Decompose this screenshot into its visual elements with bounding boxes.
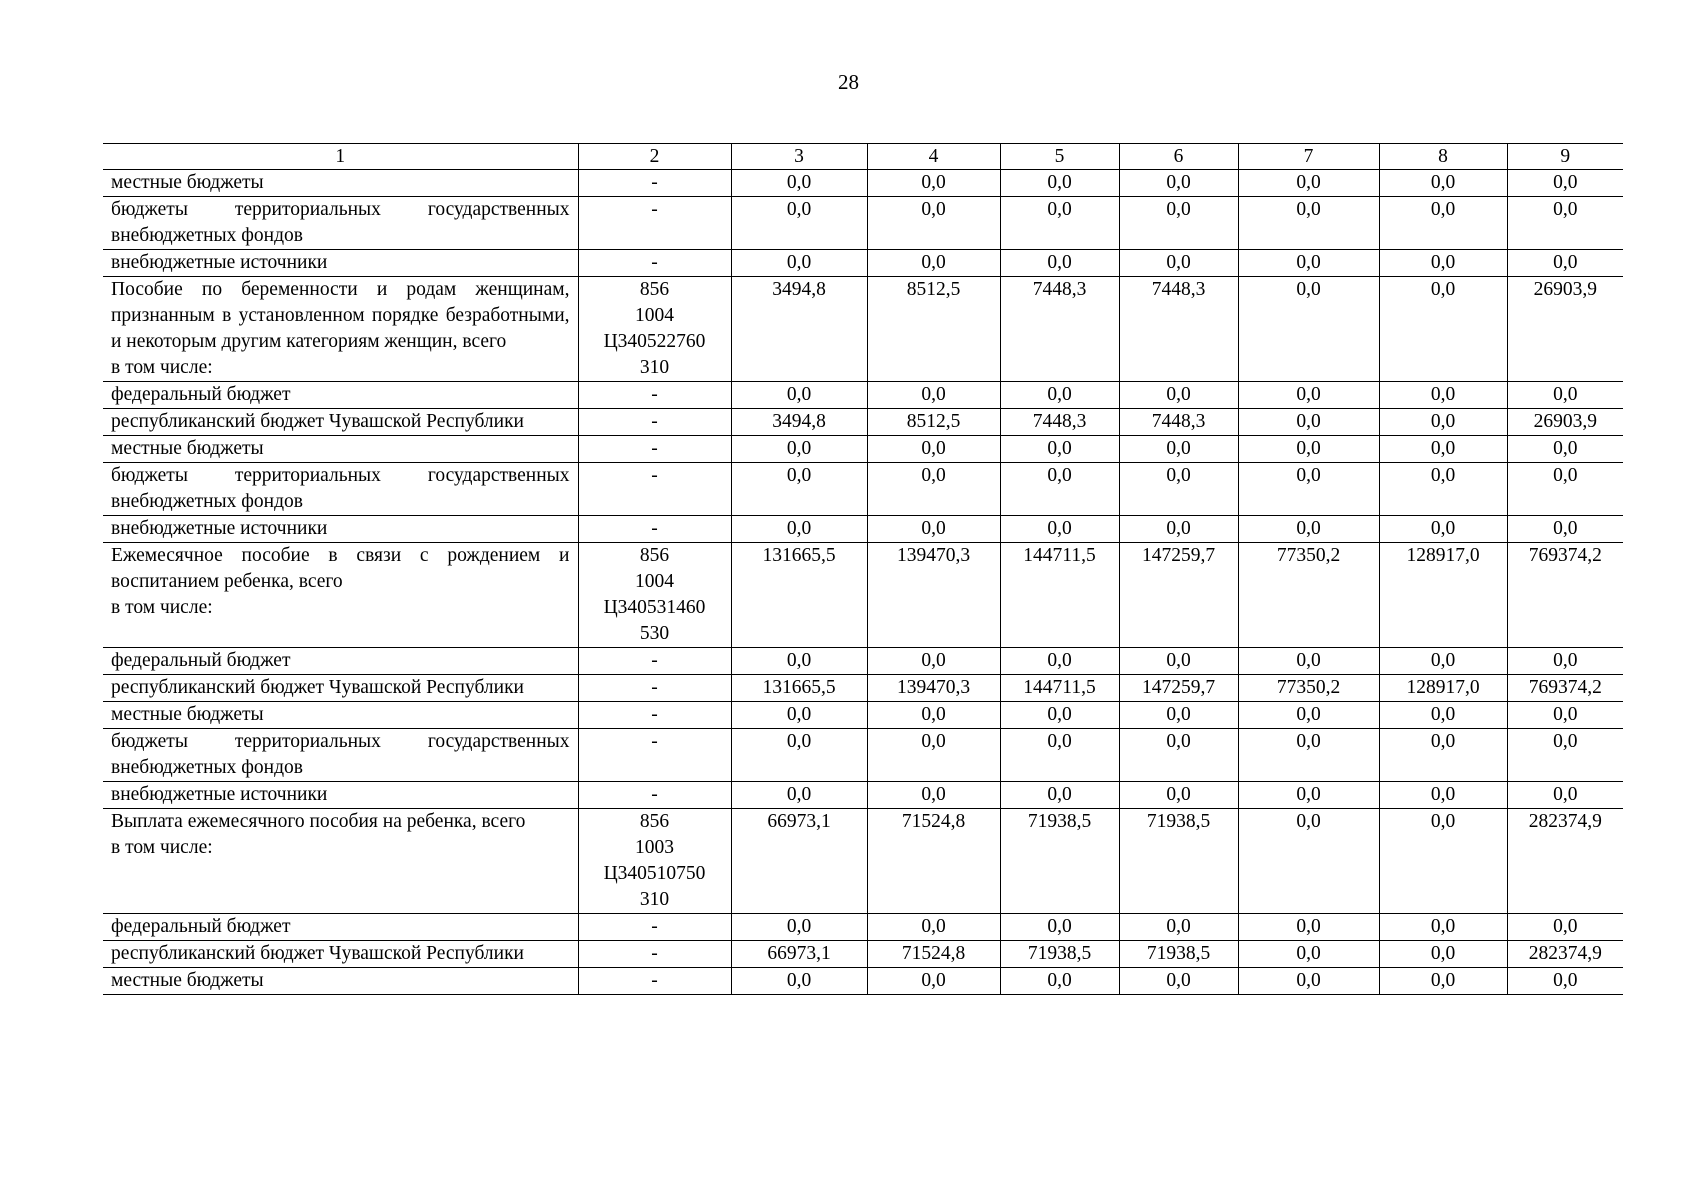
value-cell: 0,0	[1119, 914, 1238, 941]
table-row	[103, 782, 1623, 809]
value-cell: 0,0	[1119, 782, 1238, 809]
value-cell: 0,0	[1000, 648, 1119, 675]
value-cell: 0,0	[1119, 968, 1238, 995]
budget-code	[578, 968, 731, 995]
value-cell: 0,0	[1507, 197, 1623, 250]
page-number: 28	[838, 70, 859, 94]
value-cell: 0,0	[867, 250, 1000, 277]
row-label-text: местные бюджеты	[111, 970, 264, 991]
value-cell: 0,0	[1507, 463, 1623, 516]
value-cell: 0,0	[1379, 170, 1507, 197]
value-cell: 0,0	[1379, 968, 1507, 995]
row-label	[103, 463, 578, 516]
budget-code	[578, 170, 731, 197]
value-cell: 0,0	[731, 170, 867, 197]
value-cell: 0,0	[731, 968, 867, 995]
table-row	[103, 197, 1623, 250]
value-cell: 0,0	[867, 782, 1000, 809]
row-label-text: Ежемесячное пособие в связи с рождением и воспитанием ребенка, всего	[111, 545, 570, 592]
budget-code-line: -	[651, 970, 658, 991]
value-cell: 0,0	[1507, 968, 1623, 995]
value-cell: 0,0	[1000, 170, 1119, 197]
table-row	[103, 648, 1623, 675]
budget-code	[578, 197, 731, 250]
value-cell: 0,0	[1000, 516, 1119, 543]
table-body	[103, 144, 1623, 995]
table-row	[103, 250, 1623, 277]
table-row	[103, 277, 1623, 382]
value-cell: 0,0	[1507, 170, 1623, 197]
value-cell: 0,0	[867, 436, 1000, 463]
value-cell: 131665,5	[731, 543, 867, 648]
value-cell: 0,0	[1000, 729, 1119, 782]
value-cell: 0,0	[1119, 702, 1238, 729]
budget-table	[103, 143, 1623, 995]
row-label	[103, 702, 578, 729]
value-cell: 0,0	[1507, 516, 1623, 543]
row-label	[103, 648, 578, 675]
value-cell: 0,0	[1238, 809, 1379, 914]
value-cell: 0,0	[1379, 382, 1507, 409]
budget-code	[578, 914, 731, 941]
value-cell: 66973,1	[731, 941, 867, 968]
budget-code	[578, 729, 731, 782]
budget-code-line: Ц340531460	[603, 597, 706, 618]
value-cell: 0,0	[1000, 782, 1119, 809]
row-sublabel: в том числе:	[111, 357, 213, 378]
value-cell: 0,0	[731, 382, 867, 409]
budget-code-line: 856	[639, 811, 670, 832]
row-label-text: федеральный бюджет	[111, 916, 291, 937]
value-cell: 0,0	[867, 382, 1000, 409]
row-label	[103, 543, 578, 648]
budget-code-line: Ц340522760	[603, 331, 706, 352]
row-label-text: бюджеты территориальных государственных внебюджетных фондов	[111, 731, 570, 778]
value-cell: 0,0	[1379, 436, 1507, 463]
value-cell: 282374,9	[1507, 941, 1623, 968]
row-label	[103, 809, 578, 914]
value-cell: 0,0	[1119, 463, 1238, 516]
budget-code-line: 530	[639, 623, 670, 644]
row-label	[103, 250, 578, 277]
value-cell: 0,0	[1507, 702, 1623, 729]
value-cell: 26903,9	[1507, 277, 1623, 382]
value-cell: 0,0	[1379, 782, 1507, 809]
budget-code	[578, 382, 731, 409]
value-cell: 0,0	[867, 170, 1000, 197]
value-cell: 0,0	[1507, 914, 1623, 941]
row-label-text: бюджеты территориальных государственных внебюджетных фондов	[111, 465, 570, 512]
row-label	[103, 516, 578, 543]
value-cell: 0,0	[1238, 436, 1379, 463]
row-label	[103, 197, 578, 250]
column-number: 8	[1379, 144, 1507, 170]
budget-code-line: -	[651, 704, 658, 725]
value-cell: 77350,2	[1238, 543, 1379, 648]
budget-code-line: -	[651, 650, 658, 671]
value-cell: 0,0	[1000, 197, 1119, 250]
row-label	[103, 170, 578, 197]
row-label	[103, 436, 578, 463]
value-cell: 0,0	[1000, 436, 1119, 463]
budget-code-line: -	[651, 384, 658, 405]
table-row	[103, 702, 1623, 729]
budget-code-line: -	[651, 677, 658, 698]
row-label-text: Выплата ежемесячного пособия на ребенка, всего	[111, 811, 526, 832]
value-cell: 0,0	[1238, 729, 1379, 782]
row-label	[103, 782, 578, 809]
value-cell: 3494,8	[731, 409, 867, 436]
row-label-text: местные бюджеты	[111, 704, 264, 725]
row-label	[103, 968, 578, 995]
value-cell: 0,0	[731, 702, 867, 729]
budget-code	[578, 250, 731, 277]
value-cell: 0,0	[1507, 648, 1623, 675]
value-cell: 0,0	[867, 702, 1000, 729]
value-cell: 128917,0	[1379, 543, 1507, 648]
row-sublabel: в том числе:	[111, 837, 213, 858]
value-cell: 0,0	[1379, 941, 1507, 968]
value-cell: 0,0	[1000, 250, 1119, 277]
table-row	[103, 729, 1623, 782]
value-cell: 0,0	[1238, 516, 1379, 543]
budget-code	[578, 648, 731, 675]
value-cell: 0,0	[1238, 250, 1379, 277]
budget-code-line: -	[651, 465, 658, 486]
value-cell: 147259,7	[1119, 543, 1238, 648]
value-cell: 0,0	[1238, 277, 1379, 382]
budget-code-line: -	[651, 411, 658, 432]
value-cell: 0,0	[1507, 436, 1623, 463]
value-cell: 282374,9	[1507, 809, 1623, 914]
value-cell: 0,0	[867, 914, 1000, 941]
value-cell: 0,0	[1119, 250, 1238, 277]
budget-code-line: -	[651, 943, 658, 964]
value-cell: 0,0	[1379, 914, 1507, 941]
value-cell: 71938,5	[1000, 941, 1119, 968]
value-cell: 0,0	[1379, 197, 1507, 250]
value-cell: 0,0	[1507, 382, 1623, 409]
value-cell: 0,0	[731, 648, 867, 675]
value-cell: 0,0	[1238, 782, 1379, 809]
table-row	[103, 170, 1623, 197]
value-cell: 0,0	[1379, 409, 1507, 436]
row-label-text: местные бюджеты	[111, 438, 264, 459]
row-label-text: федеральный бюджет	[111, 384, 291, 405]
value-cell: 0,0	[1119, 197, 1238, 250]
value-cell: 0,0	[1000, 702, 1119, 729]
table-row	[103, 675, 1623, 702]
row-label-text: федеральный бюджет	[111, 650, 291, 671]
value-cell: 147259,7	[1119, 675, 1238, 702]
table-row	[103, 382, 1623, 409]
value-cell: 26903,9	[1507, 409, 1623, 436]
value-cell: 0,0	[1238, 941, 1379, 968]
value-cell: 0,0	[1119, 729, 1238, 782]
budget-code-line: 310	[639, 889, 670, 910]
value-cell: 0,0	[1238, 702, 1379, 729]
budget-code-line: -	[651, 731, 658, 752]
value-cell: 0,0	[1119, 436, 1238, 463]
value-cell: 0,0	[1238, 409, 1379, 436]
value-cell: 0,0	[1238, 968, 1379, 995]
row-label-text: местные бюджеты	[111, 172, 264, 193]
table-row	[103, 968, 1623, 995]
value-cell: 0,0	[1238, 914, 1379, 941]
value-cell: 0,0	[1507, 250, 1623, 277]
value-cell: 0,0	[731, 914, 867, 941]
row-label-text: республиканский бюджет Чувашской Республики	[111, 943, 524, 964]
value-cell: 71524,8	[867, 809, 1000, 914]
budget-code	[578, 702, 731, 729]
value-cell: 0,0	[1379, 516, 1507, 543]
value-cell: 0,0	[1379, 463, 1507, 516]
table-row	[103, 543, 1623, 648]
value-cell: 7448,3	[1119, 277, 1238, 382]
value-cell: 71938,5	[1119, 941, 1238, 968]
budget-code	[578, 782, 731, 809]
budget-code-line: Ц340510750	[603, 863, 706, 884]
column-number-row	[103, 144, 1623, 170]
value-cell: 0,0	[731, 782, 867, 809]
value-cell: 0,0	[1238, 170, 1379, 197]
value-cell: 128917,0	[1379, 675, 1507, 702]
value-cell: 77350,2	[1238, 675, 1379, 702]
value-cell: 0,0	[867, 729, 1000, 782]
row-label	[103, 941, 578, 968]
value-cell: 0,0	[1507, 729, 1623, 782]
value-cell: 0,0	[1238, 463, 1379, 516]
table-row	[103, 914, 1623, 941]
value-cell: 66973,1	[731, 809, 867, 914]
budget-code-line: 1004	[635, 305, 674, 326]
budget-code	[578, 409, 731, 436]
budget-code-line: -	[651, 916, 658, 937]
value-cell: 0,0	[1000, 914, 1119, 941]
value-cell: 0,0	[731, 197, 867, 250]
budget-code-line: -	[651, 438, 658, 459]
value-cell: 0,0	[1379, 648, 1507, 675]
column-number: 3	[731, 144, 867, 170]
value-cell: 0,0	[731, 463, 867, 516]
value-cell: 0,0	[1379, 729, 1507, 782]
value-cell: 0,0	[867, 648, 1000, 675]
budget-code-line: 856	[639, 279, 670, 300]
budget-code	[578, 436, 731, 463]
row-label	[103, 277, 578, 382]
column-number: 1	[103, 144, 578, 170]
budget-code	[578, 543, 731, 648]
value-cell: 7448,3	[1000, 277, 1119, 382]
budget-code	[578, 463, 731, 516]
value-cell: 769374,2	[1507, 543, 1623, 648]
budget-code-line: 310	[639, 357, 670, 378]
value-cell: 0,0	[867, 463, 1000, 516]
table-row	[103, 463, 1623, 516]
value-cell: 0,0	[867, 516, 1000, 543]
budget-code-line: -	[651, 199, 658, 220]
budget-code-line: -	[651, 252, 658, 273]
budget-code-line: 856	[639, 545, 670, 566]
row-label-text: Пособие по беременности и родам женщинам, признанным в установленном порядке безработными, и некоторым другим категориям женщин, всего	[111, 279, 570, 352]
budget-code	[578, 675, 731, 702]
value-cell: 0,0	[731, 729, 867, 782]
value-cell: 144711,5	[1000, 543, 1119, 648]
value-cell: 144711,5	[1000, 675, 1119, 702]
value-cell: 769374,2	[1507, 675, 1623, 702]
budget-code	[578, 277, 731, 382]
value-cell: 0,0	[1507, 782, 1623, 809]
budget-code	[578, 516, 731, 543]
row-label-text: республиканский бюджет Чувашской Республики	[111, 677, 524, 698]
row-label	[103, 729, 578, 782]
value-cell: 131665,5	[731, 675, 867, 702]
table-row	[103, 809, 1623, 914]
value-cell: 0,0	[1238, 382, 1379, 409]
value-cell: 0,0	[1379, 277, 1507, 382]
value-cell: 0,0	[1119, 382, 1238, 409]
value-cell: 0,0	[867, 968, 1000, 995]
value-cell: 3494,8	[731, 277, 867, 382]
value-cell: 0,0	[1000, 382, 1119, 409]
row-sublabel: в том числе:	[111, 597, 213, 618]
row-label	[103, 382, 578, 409]
value-cell: 7448,3	[1119, 409, 1238, 436]
budget-code-line: -	[651, 784, 658, 805]
value-cell: 139470,3	[867, 543, 1000, 648]
row-label-text: внебюджетные источники	[111, 784, 328, 805]
value-cell: 8512,5	[867, 277, 1000, 382]
value-cell: 0,0	[1379, 702, 1507, 729]
table-row	[103, 436, 1623, 463]
row-label	[103, 675, 578, 702]
value-cell: 7448,3	[1000, 409, 1119, 436]
table-row	[103, 409, 1623, 436]
value-cell: 0,0	[731, 436, 867, 463]
value-cell: 0,0	[1000, 968, 1119, 995]
value-cell: 71938,5	[1000, 809, 1119, 914]
budget-code	[578, 941, 731, 968]
row-label	[103, 914, 578, 941]
value-cell: 0,0	[1238, 197, 1379, 250]
value-cell: 0,0	[1119, 170, 1238, 197]
value-cell: 0,0	[1238, 648, 1379, 675]
value-cell: 0,0	[1119, 516, 1238, 543]
budget-code-line: -	[651, 518, 658, 539]
row-label-text: республиканский бюджет Чувашской Республики	[111, 411, 524, 432]
table-row	[103, 941, 1623, 968]
budget-code-line: -	[651, 172, 658, 193]
column-number: 9	[1507, 144, 1623, 170]
value-cell: 0,0	[731, 250, 867, 277]
value-cell: 0,0	[1379, 809, 1507, 914]
table-row	[103, 516, 1623, 543]
value-cell: 71938,5	[1119, 809, 1238, 914]
budget-code	[578, 809, 731, 914]
row-label-text: внебюджетные источники	[111, 252, 328, 273]
row-label-text: внебюджетные источники	[111, 518, 328, 539]
value-cell: 71524,8	[867, 941, 1000, 968]
column-number: 6	[1119, 144, 1238, 170]
value-cell: 0,0	[1119, 648, 1238, 675]
value-cell: 0,0	[1000, 463, 1119, 516]
column-number: 5	[1000, 144, 1119, 170]
value-cell: 0,0	[1379, 250, 1507, 277]
budget-code-line: 1003	[635, 837, 674, 858]
budget-code-line: 1004	[635, 571, 674, 592]
column-number: 2	[578, 144, 731, 170]
value-cell: 0,0	[731, 516, 867, 543]
column-number: 7	[1238, 144, 1379, 170]
column-number: 4	[867, 144, 1000, 170]
row-label-text: бюджеты территориальных государственных внебюджетных фондов	[111, 199, 570, 246]
value-cell: 0,0	[867, 197, 1000, 250]
value-cell: 8512,5	[867, 409, 1000, 436]
row-label	[103, 409, 578, 436]
value-cell: 139470,3	[867, 675, 1000, 702]
